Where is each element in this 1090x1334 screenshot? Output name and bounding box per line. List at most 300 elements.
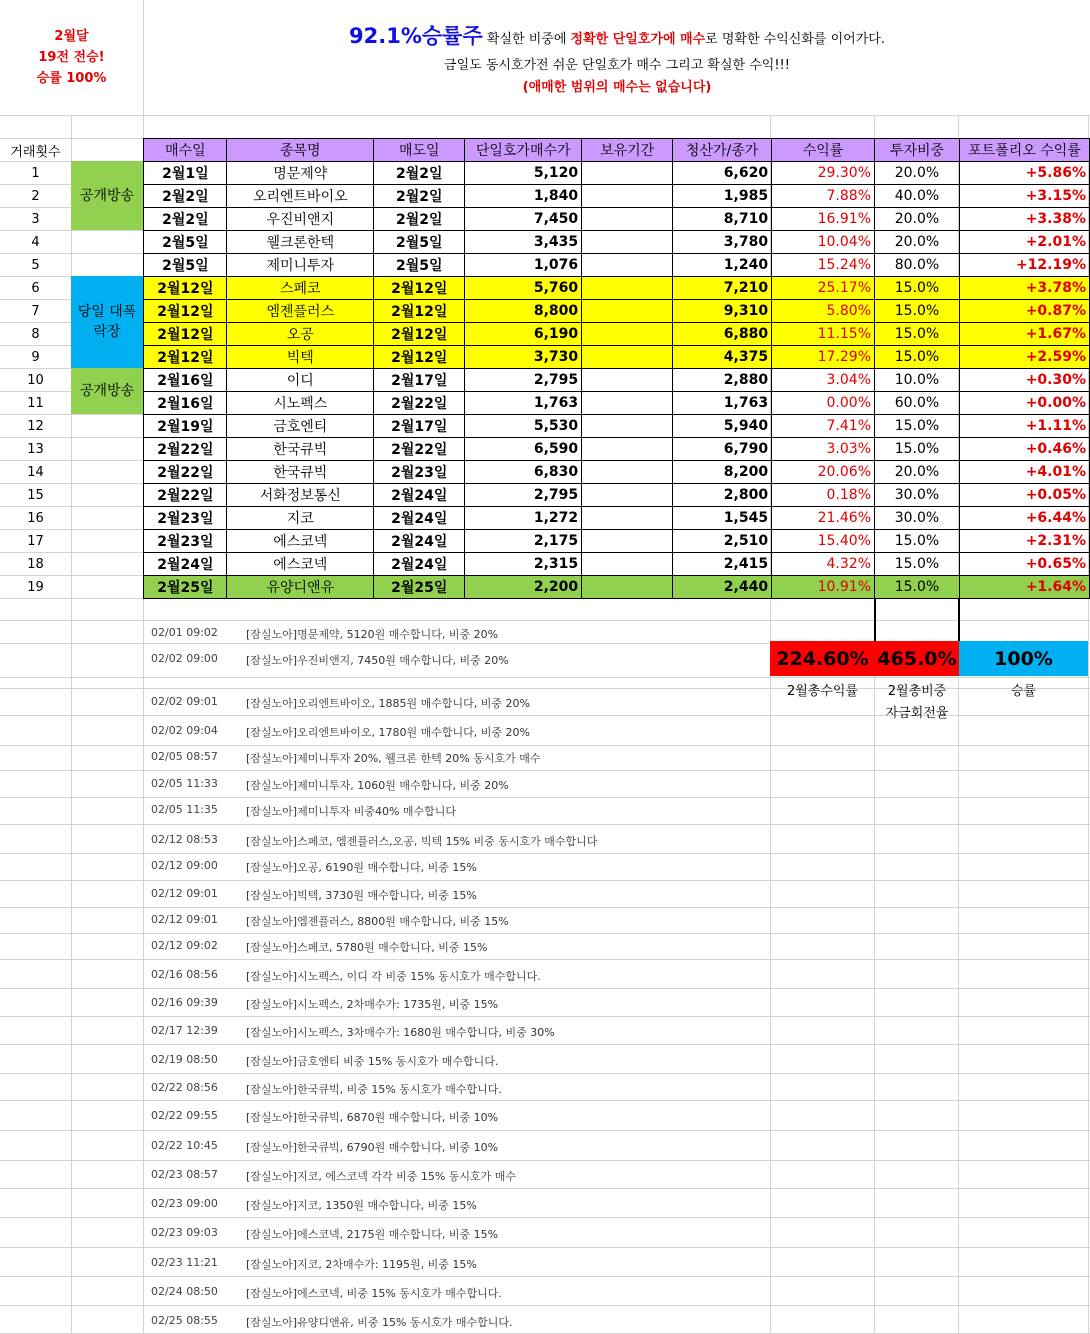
- trade-count: 9: [31, 349, 40, 365]
- cell-buy: 2월12일: [144, 323, 227, 346]
- cell-hold: [582, 438, 673, 461]
- cell-price: 5,760: [465, 277, 582, 300]
- cell-sell: 2월24일: [374, 507, 465, 530]
- col-close-price: 청산가/종가: [673, 139, 772, 162]
- cell-sell: 2월12일: [374, 323, 465, 346]
- cell-price: 7,450: [465, 208, 582, 231]
- log-time: 02/02 09:04: [151, 724, 218, 737]
- trade-count: 1: [31, 165, 40, 181]
- cell-ret: 16.91%: [772, 208, 875, 231]
- tag-public-broadcast-1: 공개방송: [71, 161, 143, 230]
- col-holding-period: 보유기간: [582, 139, 673, 162]
- cell-price: 1,840: [465, 185, 582, 208]
- cell-w: 20.0%: [875, 461, 960, 484]
- cell-hold: [582, 461, 673, 484]
- log-time: 02/22 09:55: [151, 1109, 218, 1122]
- cell-close: 5,940: [673, 415, 772, 438]
- tag-cell: [71, 254, 144, 277]
- cell-ret: 10.04%: [772, 231, 875, 254]
- trade-count: 15: [27, 487, 44, 503]
- cell-close: 4,375: [673, 346, 772, 369]
- table-row: [0, 530, 1090, 553]
- cell-ret: 0.18%: [772, 484, 875, 507]
- table-row: [0, 392, 1090, 415]
- cell-hold: [582, 415, 673, 438]
- cell-ret: 25.17%: [772, 277, 875, 300]
- trade-count: 4: [31, 234, 40, 250]
- cell-name: 우진비앤지: [227, 208, 374, 231]
- cell-close: 9,310: [673, 300, 772, 323]
- log-time: 02/12 09:02: [151, 939, 218, 952]
- col-buy-price: 단일호가매수가: [465, 139, 582, 162]
- cell-pf: +6.44%: [959, 507, 1089, 530]
- log-time: 02/16 09:39: [151, 996, 218, 1009]
- col-stock-name: 종목명: [227, 139, 374, 162]
- cell-buy: 2월19일: [144, 415, 227, 438]
- cell-buy: 2월16일: [144, 392, 227, 415]
- log-time: 02/22 10:45: [151, 1139, 218, 1152]
- cell-pf: +0.65%: [959, 553, 1089, 576]
- cell-close: 2,415: [673, 553, 772, 576]
- log-message: [잠실노아]제미니투자, 1060원 매수합니다, 비중 20%: [246, 779, 509, 792]
- cell-ret: 3.04%: [772, 369, 875, 392]
- cell-buy: 2월5일: [144, 254, 227, 277]
- log-message: [잠실노아]제미니투자 비중40% 매수합니다: [246, 805, 457, 818]
- table-row: [0, 185, 1090, 208]
- log-message: [잠실노아]오공, 6190원 매수합니다, 비중 15%: [246, 861, 477, 874]
- cell-pf: +1.64%: [959, 576, 1089, 599]
- cell-hold: [582, 162, 673, 185]
- header-line-1: [144, 20, 1090, 50]
- cell-w: 15.0%: [875, 415, 960, 438]
- cell-w: 15.0%: [875, 277, 960, 300]
- total-weight-label-2: 자금회전율: [885, 706, 949, 721]
- cell-buy: 2월24일: [144, 553, 227, 576]
- log-message: [잠실노아]우진비앤지, 7450원 매수합니다, 비중 20%: [246, 654, 509, 667]
- log-message: [잠실노아]지코, 에스코넥 각각 비중 15% 동시호가 매수: [246, 1170, 517, 1183]
- log-message: [잠실노아]시노펙스, 이디 각 비중 15% 동시호가 매수합니다.: [246, 970, 541, 983]
- cell-hold: [582, 323, 673, 346]
- summary-connector-2: [958, 598, 960, 641]
- cell-ret: 17.29%: [772, 346, 875, 369]
- cell-name: 에스코넥: [227, 553, 374, 576]
- cell-price: 5,530: [465, 415, 582, 438]
- cell-w: 20.0%: [875, 208, 960, 231]
- table-row: [0, 484, 1090, 507]
- log-time: 02/23 11:21: [151, 1256, 218, 1269]
- cell-close: 1,240: [673, 254, 772, 277]
- cell-price: 2,795: [465, 369, 582, 392]
- cell-name: 한국큐빅: [227, 461, 374, 484]
- cell-pf: +0.87%: [959, 300, 1089, 323]
- log-message: [잠실노아]오리엔트바이오, 1885원 매수합니다, 비중 20%: [246, 697, 530, 710]
- log-time: 02/12 09:00: [151, 859, 218, 872]
- cell-pf: +3.78%: [959, 277, 1089, 300]
- cell-buy: 2월12일: [144, 277, 227, 300]
- table-row: [0, 369, 1090, 392]
- top-note-line-3: 승률 100%: [36, 71, 107, 86]
- cell-hold: [582, 208, 673, 231]
- cell-close: 8,200: [673, 461, 772, 484]
- cell-price: 5,120: [465, 162, 582, 185]
- cell-hold: [582, 369, 673, 392]
- tag-market-crash: [71, 276, 143, 368]
- cell-price: 1,076: [465, 254, 582, 277]
- col-portfolio-return: 포트폴리오 수익률: [959, 139, 1089, 162]
- log-time: 02/23 09:00: [151, 1197, 218, 1210]
- col-buy-date: 매수일: [144, 139, 227, 162]
- log-time: 02/02 09:00: [151, 652, 218, 665]
- log-entry: [151, 1081, 751, 1095]
- log-time: 02/23 09:03: [151, 1226, 218, 1239]
- cell-pf: +1.67%: [959, 323, 1089, 346]
- tag-cell: [71, 484, 144, 507]
- cell-hold: [582, 484, 673, 507]
- tag-market-crash-text: 당일 대폭락장: [77, 304, 137, 340]
- log-time: 02/19 08:50: [151, 1053, 218, 1066]
- trade-count: 6: [31, 280, 40, 296]
- cell-sell: 2월12일: [374, 346, 465, 369]
- log-time: 02/05 11:33: [151, 777, 218, 790]
- cell-name: 시노펙스: [227, 392, 374, 415]
- table-row: [0, 254, 1090, 277]
- log-entry: [151, 1197, 751, 1211]
- trade-count: 10: [27, 372, 44, 388]
- cell-buy: 2월25일: [144, 576, 227, 599]
- log-time: 02/24 08:50: [151, 1285, 218, 1298]
- log-entry: [151, 1109, 751, 1123]
- cell-pf: +2.31%: [959, 530, 1089, 553]
- cell-pf: +5.86%: [959, 162, 1089, 185]
- log-time: 02/02 09:01: [151, 695, 218, 708]
- cell-ret: 15.40%: [772, 530, 875, 553]
- count-header: 거래횟수: [10, 144, 61, 160]
- trade-table-body: [0, 162, 1090, 599]
- cell-buy: 2월2일: [144, 208, 227, 231]
- tag-cell: [71, 438, 144, 461]
- cell-name: 유양디앤유: [227, 576, 374, 599]
- cell-buy: 2월16일: [144, 369, 227, 392]
- cell-ret: 7.88%: [772, 185, 875, 208]
- log-entry: [151, 833, 751, 847]
- total-weight-box: 465.0%: [875, 641, 959, 676]
- cell-price: 6,190: [465, 323, 582, 346]
- table-row: [0, 277, 1090, 300]
- trade-table: [0, 138, 1090, 599]
- cell-hold: [582, 254, 673, 277]
- table-row: [0, 415, 1090, 438]
- cell-ret: 10.91%: [772, 576, 875, 599]
- cell-w: 15.0%: [875, 530, 960, 553]
- tag-cell: [71, 553, 144, 576]
- cell-name: 이디: [227, 369, 374, 392]
- cell-w: 10.0%: [875, 369, 960, 392]
- cell-pf: +0.00%: [959, 392, 1089, 415]
- cell-hold: [582, 507, 673, 530]
- cell-close: 6,790: [673, 438, 772, 461]
- cell-close: 1,985: [673, 185, 772, 208]
- cell-buy: 2월22일: [144, 438, 227, 461]
- trade-count: 18: [27, 556, 44, 572]
- cell-pf: +0.05%: [959, 484, 1089, 507]
- table-row: [0, 300, 1090, 323]
- cell-w: 15.0%: [875, 323, 960, 346]
- cell-name: 스페코: [227, 277, 374, 300]
- trade-count: 12: [27, 418, 44, 434]
- total-weight-label-1: 2월총비중: [887, 684, 947, 699]
- tag-cell: [71, 231, 144, 254]
- log-entry: [151, 1314, 751, 1328]
- log-message: [잠실노아]한국큐빅, 비중 15% 동시호가 매수합니다.: [246, 1083, 502, 1096]
- cell-name: 오리엔트바이오: [227, 185, 374, 208]
- cell-sell: 2월24일: [374, 484, 465, 507]
- cell-close: 7,210: [673, 277, 772, 300]
- log-message: [잠실노아]빅텍, 3730원 매수합니다, 비중 15%: [246, 889, 477, 902]
- cell-name: 금호엔티: [227, 415, 374, 438]
- cell-price: 3,435: [465, 231, 582, 254]
- log-entry: [151, 750, 751, 764]
- top-note: [0, 0, 143, 115]
- total-return-box: 224.60%: [770, 641, 875, 676]
- cell-pf: +2.01%: [959, 231, 1089, 254]
- log-message: [잠실노아]유양디앤유, 비중 15% 동시호가 매수합니다.: [246, 1316, 513, 1329]
- header-area: [144, 0, 1090, 115]
- cell-pf: +4.01%: [959, 461, 1089, 484]
- total-return-label: 2월총수익률: [786, 684, 859, 699]
- cell-sell: 2월2일: [374, 185, 465, 208]
- log-time: 02/17 12:39: [151, 1024, 218, 1037]
- cell-ret: 4.32%: [772, 553, 875, 576]
- cell-price: 2,315: [465, 553, 582, 576]
- trade-count: 19: [27, 579, 44, 595]
- cell-sell: 2월24일: [374, 530, 465, 553]
- header-line1-red: 정확한 단일호가에 매수: [570, 32, 706, 47]
- cell-w: 15.0%: [875, 576, 960, 599]
- col-sell-date: 매도일: [374, 139, 465, 162]
- tag-cell: [71, 507, 144, 530]
- cell-ret: 15.24%: [772, 254, 875, 277]
- cell-pf: +2.59%: [959, 346, 1089, 369]
- log-message: [잠실노아]명문제약, 5120원 매수합니다, 비중 20%: [246, 628, 499, 641]
- table-row: [0, 461, 1090, 484]
- cell-name: 웰크론한텍: [227, 231, 374, 254]
- log-message: [잠실노아]제미니투자 20%, 웰크론 한텍 20% 동시호가 매수: [246, 752, 541, 765]
- cell-w: 20.0%: [875, 162, 960, 185]
- table-row: [0, 507, 1090, 530]
- cell-sell: 2월23일: [374, 461, 465, 484]
- log-time: 02/12 09:01: [151, 887, 218, 900]
- cell-sell: 2월12일: [374, 277, 465, 300]
- log-time: 02/12 08:53: [151, 833, 218, 846]
- win-rate-box: 100%: [959, 641, 1088, 676]
- log-message: [잠실노아]한국큐빅, 6790원 매수합니다, 비중 10%: [246, 1141, 499, 1154]
- log-time: 02/25 08:55: [151, 1314, 218, 1327]
- col-return: 수익률: [772, 139, 875, 162]
- cell-buy: 2월12일: [144, 300, 227, 323]
- log-message: [잠실노아]에스코넥, 2175원 매수합니다, 비중 15%: [246, 1228, 499, 1241]
- table-row: [0, 576, 1090, 599]
- cell-price: 2,200: [465, 576, 582, 599]
- table-row: [0, 162, 1090, 185]
- cell-price: 1,272: [465, 507, 582, 530]
- log-message: [잠실노아]지코, 1350원 매수합니다, 비중 15%: [246, 1199, 477, 1212]
- log-time: 02/22 08:56: [151, 1081, 218, 1094]
- log-message: [잠실노아]스페코, 엠젠플러스,오공, 빅텍 15% 비중 동시호가 매수합니다: [246, 835, 598, 848]
- cell-buy: 2월22일: [144, 484, 227, 507]
- cell-price: 3,730: [465, 346, 582, 369]
- cell-w: 80.0%: [875, 254, 960, 277]
- cell-hold: [582, 231, 673, 254]
- cell-ret: 5.80%: [772, 300, 875, 323]
- cell-price: 2,795: [465, 484, 582, 507]
- header-line-3: (애매한 범위의 매수는 없습니다): [522, 80, 712, 95]
- cell-close: 1,763: [673, 392, 772, 415]
- trade-count: 16: [27, 510, 44, 526]
- cell-buy: 2월22일: [144, 461, 227, 484]
- header-line1-a: 확실한 비중에: [482, 32, 571, 47]
- cell-buy: 2월23일: [144, 507, 227, 530]
- trade-count: 13: [27, 441, 44, 457]
- cell-close: 3,780: [673, 231, 772, 254]
- trade-count: 2: [31, 188, 40, 204]
- cell-buy: 2월12일: [144, 346, 227, 369]
- cell-sell: 2월2일: [374, 162, 465, 185]
- tag-column-header: [71, 139, 144, 162]
- cell-hold: [582, 576, 673, 599]
- cell-ret: 21.46%: [772, 507, 875, 530]
- cell-hold: [582, 553, 673, 576]
- tag-cell: [71, 461, 144, 484]
- log-entry: [151, 939, 751, 953]
- cell-w: 20.0%: [875, 231, 960, 254]
- cell-w: 60.0%: [875, 392, 960, 415]
- log-message: [잠실노아]에스코넥, 비중 15% 동시호가 매수합니다.: [246, 1287, 502, 1300]
- cell-close: 6,880: [673, 323, 772, 346]
- table-row: [0, 438, 1090, 461]
- summary-connector-1: [874, 598, 876, 641]
- trade-count: 11: [27, 395, 44, 411]
- cell-w: 15.0%: [875, 346, 960, 369]
- cell-ret: 7.41%: [772, 415, 875, 438]
- cell-close: 6,620: [673, 162, 772, 185]
- log-entry: [151, 1226, 751, 1240]
- log-entry: [151, 803, 751, 817]
- cell-price: 1,763: [465, 392, 582, 415]
- top-note-line-1: 2월달: [54, 29, 89, 44]
- log-message: [잠실노아]시노펙스, 2차매수가: 1735원, 비중 15%: [246, 998, 499, 1011]
- col-weight: 투자비중: [875, 139, 960, 162]
- cell-sell: 2월24일: [374, 553, 465, 576]
- win-rate-label: 승률: [1010, 684, 1037, 699]
- log-message: [잠실노아]한국큐빅, 6870원 매수합니다, 비중 10%: [246, 1111, 499, 1124]
- log-message: [잠실노아]지코, 2차매수가: 1195원, 비중 15%: [246, 1258, 477, 1271]
- log-message: [잠실노아]오리엔트바이오, 1780원 매수합니다, 비중 20%: [246, 726, 530, 739]
- cell-close: 2,880: [673, 369, 772, 392]
- cell-sell: 2월12일: [374, 300, 465, 323]
- log-message: [잠실노아]스페코, 5780원 매수합니다, 비중 15%: [246, 941, 488, 954]
- cell-close: 2,800: [673, 484, 772, 507]
- tag-public-broadcast-2: 공개방송: [71, 368, 143, 414]
- log-entry: [151, 1285, 751, 1299]
- tag-cell: [71, 576, 144, 599]
- cell-hold: [582, 277, 673, 300]
- cell-price: 6,590: [465, 438, 582, 461]
- cell-hold: [582, 185, 673, 208]
- cell-ret: 3.03%: [772, 438, 875, 461]
- cell-name: 지코: [227, 507, 374, 530]
- cell-buy: 2월5일: [144, 231, 227, 254]
- log-message: [잠실노아]금호엔티 비중 15% 동시호가 매수합니다.: [246, 1055, 499, 1068]
- cell-close: 8,710: [673, 208, 772, 231]
- cell-ret: 20.06%: [772, 461, 875, 484]
- log-entry: [151, 1024, 751, 1038]
- log-entry: [151, 1053, 751, 1067]
- cell-w: 40.0%: [875, 185, 960, 208]
- log-entry: [151, 887, 751, 901]
- cell-name: 한국큐빅: [227, 438, 374, 461]
- header-line1-b: 로 명확한 수익신화를 이어가다.: [705, 32, 885, 47]
- cell-pf: +0.30%: [959, 369, 1089, 392]
- cell-hold: [582, 392, 673, 415]
- log-entry: [151, 1139, 751, 1153]
- log-time: 02/23 08:57: [151, 1168, 218, 1181]
- tag-cell: [71, 415, 144, 438]
- cell-hold: [582, 300, 673, 323]
- cell-buy: 2월1일: [144, 162, 227, 185]
- log-entry: [151, 996, 751, 1010]
- cell-name: 오공: [227, 323, 374, 346]
- cell-hold: [582, 346, 673, 369]
- log-time: 02/12 09:01: [151, 913, 218, 926]
- cell-price: 2,175: [465, 530, 582, 553]
- cell-name: 서화정보통신: [227, 484, 374, 507]
- log-time: 02/01 09:02: [151, 626, 218, 639]
- log-time: 02/16 08:56: [151, 968, 218, 981]
- cell-name: 빅텍: [227, 346, 374, 369]
- cell-w: 30.0%: [875, 484, 960, 507]
- log-entry: [151, 626, 751, 640]
- cell-pf: +1.11%: [959, 415, 1089, 438]
- cell-name: 에스코넥: [227, 530, 374, 553]
- cell-ret: 0.00%: [772, 392, 875, 415]
- cell-buy: 2월2일: [144, 185, 227, 208]
- header-line-2: 금일도 동시호가전 쉬운 단일호가 매수 그리고 확실한 수익!!!: [444, 58, 790, 73]
- cell-sell: 2월25일: [374, 576, 465, 599]
- table-row: [0, 553, 1090, 576]
- log-time: 02/05 11:35: [151, 803, 218, 816]
- cell-price: 6,830: [465, 461, 582, 484]
- cell-sell: 2월22일: [374, 438, 465, 461]
- log-entry: [151, 913, 751, 927]
- cell-w: 30.0%: [875, 507, 960, 530]
- cell-hold: [582, 530, 673, 553]
- trade-count: 7: [31, 303, 40, 319]
- trade-count: 3: [31, 211, 40, 227]
- trade-count: 5: [31, 257, 40, 273]
- cell-buy: 2월23일: [144, 530, 227, 553]
- log-entry: [151, 968, 751, 982]
- trade-count: 8: [31, 326, 40, 342]
- table-header-row: [0, 139, 1090, 162]
- cell-close: 2,440: [673, 576, 772, 599]
- cell-ret: 29.30%: [772, 162, 875, 185]
- cell-ret: 11.15%: [772, 323, 875, 346]
- table-row: [0, 231, 1090, 254]
- cell-name: 엠젠플러스: [227, 300, 374, 323]
- cell-w: 15.0%: [875, 300, 960, 323]
- cell-pf: +3.15%: [959, 185, 1089, 208]
- log-time: 02/05 08:57: [151, 750, 218, 763]
